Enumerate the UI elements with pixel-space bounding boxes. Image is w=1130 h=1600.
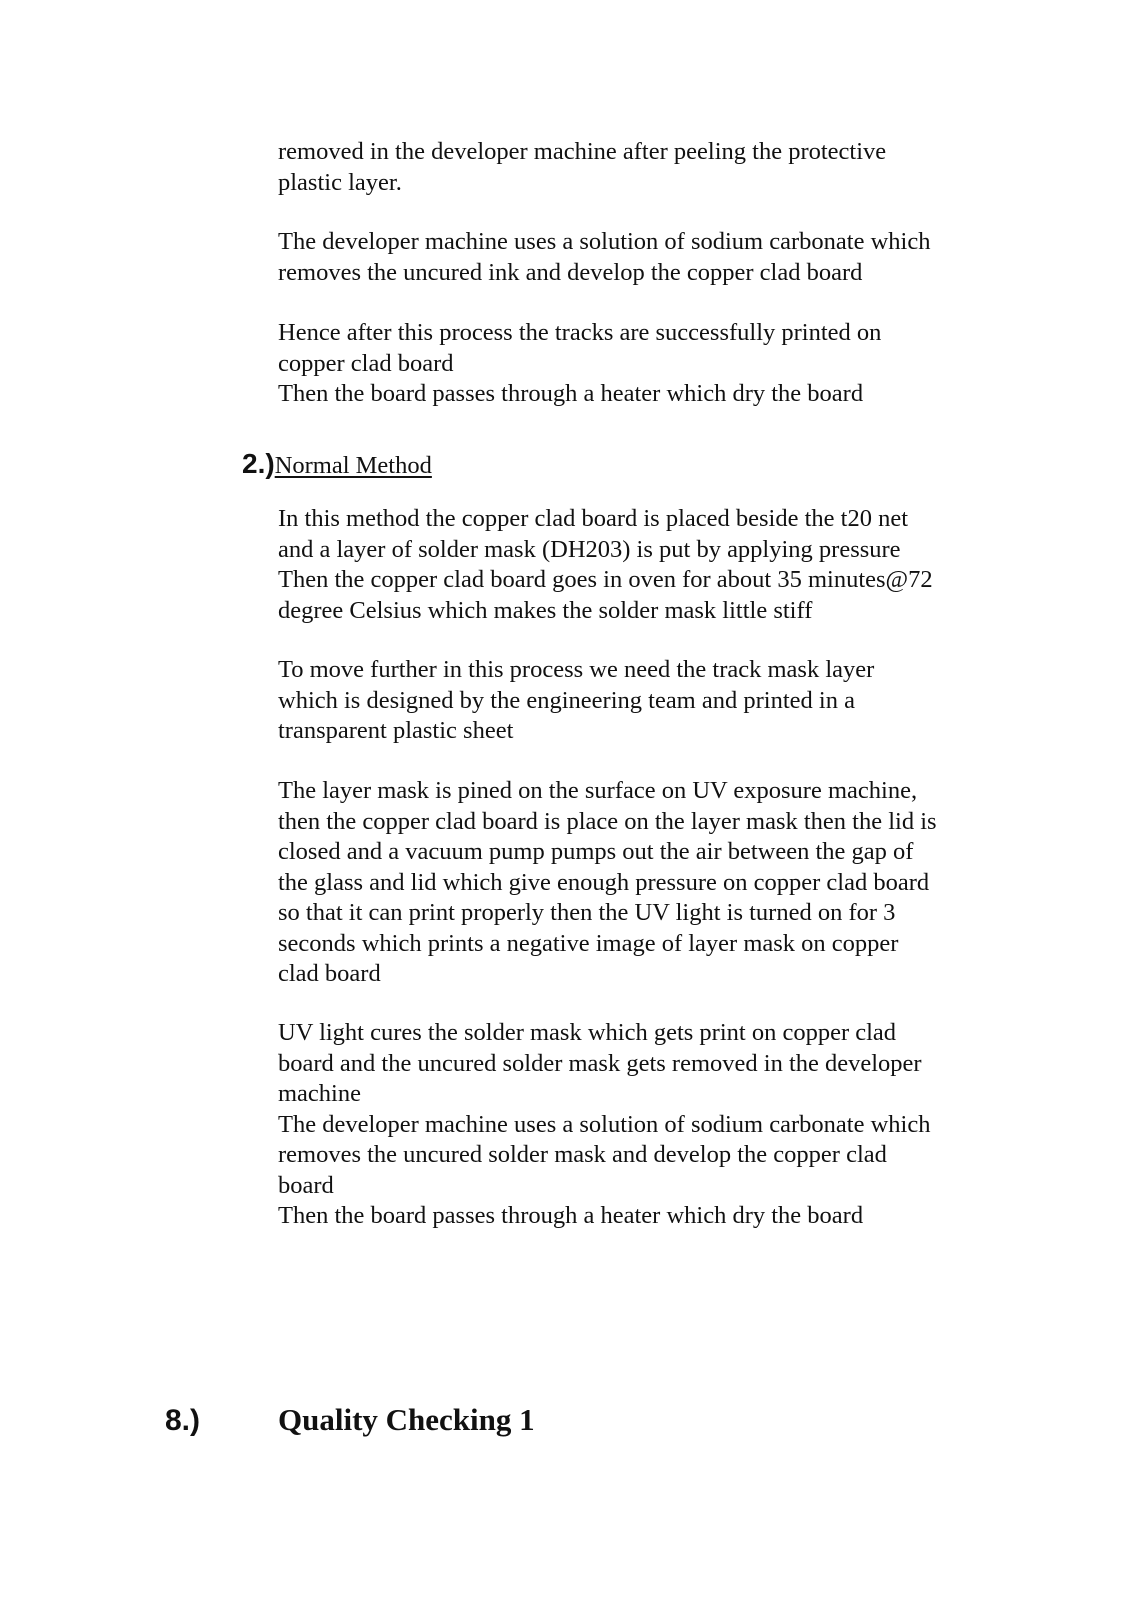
text-line: copper clad board	[278, 349, 454, 377]
text-line: Hence after this process the tracks are successfully printed on	[278, 319, 882, 346]
text-line: Then the copper clad board goes in oven for about 35 minutes@72	[278, 566, 933, 593]
section-title: Quality Checking 1	[278, 1402, 535, 1437]
text-line: Then the board passes through a heater which dry the board	[278, 380, 864, 407]
text-line: so that it can print properly then the UV light is turned on for 3	[278, 899, 896, 926]
text-line: machine	[278, 1080, 361, 1107]
text-line: board	[278, 1171, 334, 1199]
text-line: clad board	[278, 960, 381, 987]
text-line: and a layer of solder mask (DH203) is put by applying pressure	[278, 535, 901, 563]
text-line: The developer machine uses a solution of sodium carbonate which	[278, 1110, 931, 1138]
text-line: removes the uncured ink and develop the copper clad board	[278, 258, 863, 286]
text-line: To move further in this process we need the track mask layer	[278, 656, 875, 683]
paragraph-tracks-printed	[278, 318, 1018, 410]
text-line: UV light cures the solder mask which gets print on copper clad	[278, 1019, 897, 1046]
text-line: removed in the developer machine after peeling the protective	[278, 138, 887, 165]
text-line: degree Celsius which makes the solder mask little stiff	[278, 596, 813, 624]
subsection-heading	[242, 448, 432, 480]
text-line: seconds which prints a negative image of layer mask on copper	[278, 929, 899, 957]
paragraph-uv-exposure	[278, 776, 1018, 990]
text-line: then the copper clad board is place on the layer mask then the lid is	[278, 807, 937, 835]
paragraph-developer-peel	[278, 137, 1018, 198]
text-line: In this method the copper clad board is placed beside the t20 net	[278, 505, 909, 532]
text-line: removes the uncured solder mask and develop the copper clad	[278, 1141, 887, 1168]
paragraph-track-mask	[278, 655, 1018, 747]
text-line: Then the board passes through a heater which dry the board	[278, 1202, 864, 1229]
subsection-title: Normal Method	[274, 452, 432, 479]
text-line: transparent plastic sheet	[278, 717, 514, 744]
text-line: The developer machine uses a solution of sodium carbonate which	[278, 228, 931, 255]
text-line: the glass and lid which give enough pressure on copper clad board	[278, 868, 930, 896]
text-line: The layer mask is pined on the surface on UV exposure machine,	[278, 777, 918, 804]
text-line: board and the uncured solder mask gets removed in the developer	[278, 1049, 922, 1077]
text-line: plastic layer.	[278, 168, 402, 196]
subsection-number: 2.)	[242, 448, 275, 479]
paragraph-sodium-carbonate	[278, 227, 1018, 288]
paragraph-uv-cure	[278, 1018, 1018, 1232]
text-line: which is designed by the engineering team and printed in a	[278, 686, 855, 714]
section-number: 8.)	[165, 1404, 201, 1437]
paragraph-normal-method-intro	[278, 504, 1018, 626]
text-line: closed and a vacuum pump pumps out the air between the gap of	[278, 838, 914, 865]
